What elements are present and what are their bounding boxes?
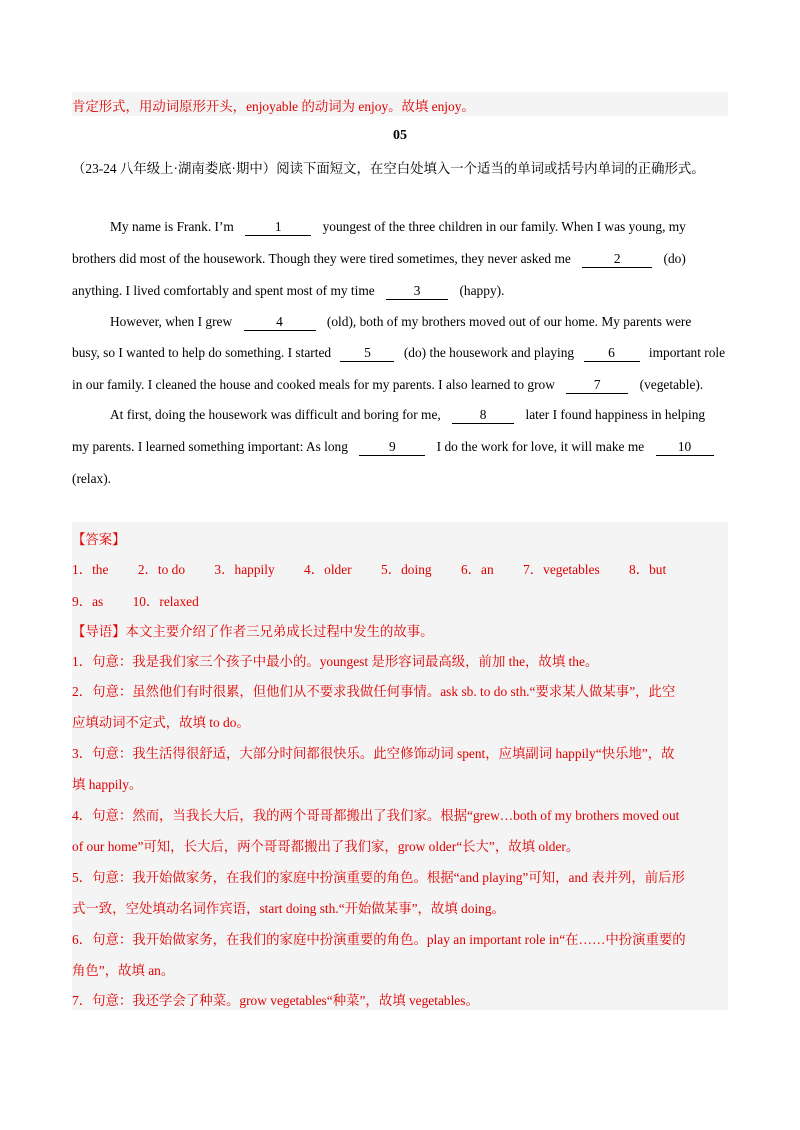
answer-item: 7．vegetables (523, 562, 600, 577)
blank-8[interactable]: 8 (452, 408, 514, 424)
passage-text: busy, so I wanted to help do something. I started (72, 345, 332, 360)
passage-line-4 (72, 314, 728, 331)
guide-text: 【导语】本文主要介绍了作者三兄弟成长过程中发生的故事。 (72, 624, 434, 639)
explanation-line: 1．句意：我是我们家三个孩子中最小的。youngest 是形容词最高级，前加 the，故填 the。 (72, 654, 599, 669)
explanation-line: 6．句意：我开始做家务，在我们的家庭中扮演重要的角色。play an important role in“在……中扮演重要的 (72, 932, 686, 947)
answer-item: 6．an (460, 562, 494, 577)
blank-7[interactable]: 7 (566, 378, 628, 394)
passage-text: At first, doing the housework was difficult and boring for me, (110, 407, 441, 422)
passage-text: (relax). (72, 471, 112, 486)
blank-6[interactable]: 6 (584, 346, 640, 362)
previous-note: 肯定形式，用动词原形开头，enjoyable 的动词为 enjoy。故填 enjoy。 (72, 99, 475, 114)
answers-row-1 (72, 559, 728, 578)
passage-text: later I found happiness in helping (525, 407, 706, 422)
blank-10[interactable]: 10 (656, 440, 714, 456)
passage-text: (do) (663, 251, 686, 266)
answer-item: 3．happily (214, 562, 275, 577)
passage-line-2 (72, 251, 728, 268)
passage-line-6 (72, 377, 728, 394)
passage-text: youngest of the three children in our family. When I was young, my (322, 219, 686, 234)
passage-line-9 (72, 471, 728, 487)
answer-item: 10．relaxed (132, 594, 199, 609)
explanation-line: 2．句意：虽然他们有时很累，但他们从不要求我做任何事情。ask sb. to do sth.“要求某人做某事”，此空 (72, 684, 676, 699)
answer-item: 5．doing (381, 562, 432, 577)
blank-5[interactable]: 5 (340, 346, 394, 362)
explanation-line: 7．句意：我还学会了种菜。grow vegetables“种菜”，故填 vegetables。 (72, 993, 479, 1008)
explanation-line: 应填动词不定式，故填 to do。 (72, 715, 250, 730)
answer-heading: 【答案】 (72, 532, 126, 547)
passage-text: (old), both of my brothers moved out of our home. My parents were (326, 314, 692, 329)
explanation-line: 3．句意：我生活得很舒适，大部分时间都很快乐。此空修饰动词 spent，应填副词 happily“快乐地”，故 (72, 746, 675, 761)
passage-line-8 (72, 439, 728, 456)
instruction: （23-24 八年级上·湖南娄底·期中）阅读下面短文，在空白处填入一个适当的单词或括号内单词的正确形式。 (72, 161, 705, 176)
passage-text: My name is Frank. I’m (110, 219, 234, 234)
passage-text: my parents. I learned something important: As long (72, 439, 348, 454)
explanation-line: of our home”可知，长大后，两个哥哥都搬出了我们家，grow older“长大”，故填 older。 (72, 839, 580, 854)
answer-item: 9．as (72, 594, 104, 609)
passage-line-7 (72, 407, 728, 424)
blank-4[interactable]: 4 (244, 315, 316, 331)
passage-text: brothers did most of the housework. Though they were tired sometimes, they never asked me (72, 251, 571, 266)
passage-text: anything. I lived comfortably and spent most of my time (72, 283, 375, 298)
passage-line-1 (72, 219, 728, 236)
explanation-line: 角色”，故填 an。 (72, 963, 175, 978)
answer-item: 1．the (72, 562, 109, 577)
passage-text: important role (648, 345, 726, 360)
answer-item: 8．but (629, 562, 667, 577)
answer-item: 2．to do (137, 562, 186, 577)
answer-item: 4．older (304, 562, 352, 577)
answers-row-2 (72, 591, 728, 610)
passage-text: (happy). (459, 283, 505, 298)
passage-line-3 (72, 283, 728, 300)
section-number: 05 (393, 128, 407, 143)
passage-text: (vegetable). (639, 377, 704, 392)
passage-text: in our family. I cleaned the house and cooked meals for my parents. I also learned to grow (72, 377, 555, 392)
explanation-line: 填 happily。 (72, 777, 143, 792)
passage-line-5 (72, 345, 728, 362)
passage-text: However, when I grew (110, 314, 233, 329)
explanation-line: 5．句意：我开始做家务，在我们的家庭中扮演重要的角色。根据“and playing”可知，and 表并列，前后形 (72, 870, 685, 885)
blank-1[interactable]: 1 (245, 220, 311, 236)
blank-2[interactable]: 2 (582, 252, 652, 268)
blank-3[interactable]: 3 (386, 284, 448, 300)
passage-text: (do) the housework and playing (403, 345, 575, 360)
explanation-line: 4．句意：然而，当我长大后，我的两个哥哥都搬出了我们家。根据“grew…both of my brothers moved out (72, 808, 680, 823)
explanation-line: 式一致，空处填动名词作宾语，start doing sth.“开始做某事”，故填 doing。 (72, 901, 505, 916)
passage-text: I do the work for love, it will make me (436, 439, 645, 454)
blank-9[interactable]: 9 (359, 440, 425, 456)
